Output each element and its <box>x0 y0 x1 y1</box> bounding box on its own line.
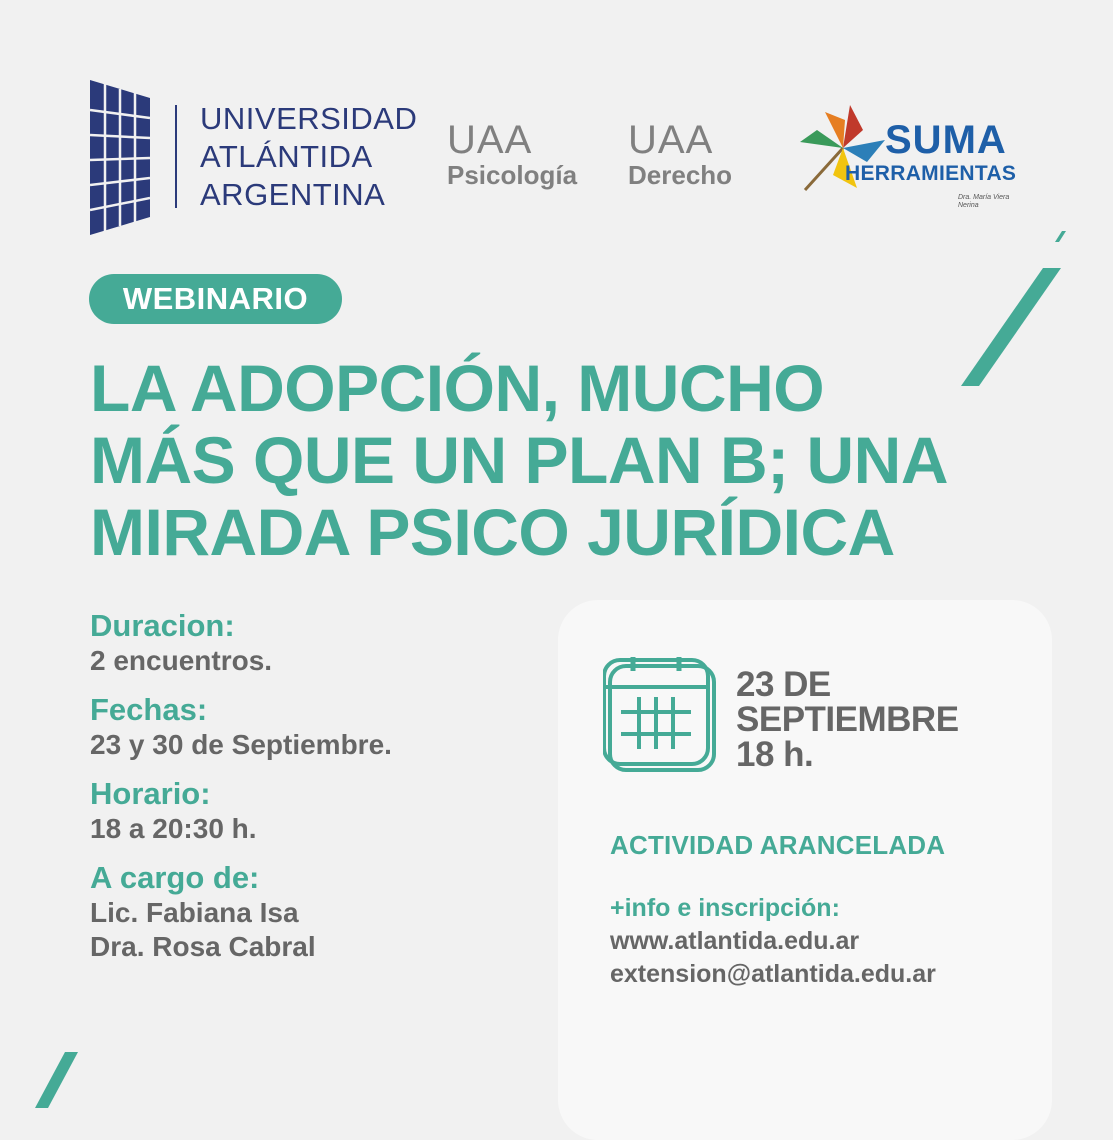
university-name <box>200 100 417 214</box>
university-name-line-1: UNIVERSIDAD <box>200 101 418 136</box>
university-name-line-3: ARGENTINA <box>200 177 386 212</box>
website-link[interactable]: www.atlantida.edu.ar <box>610 927 860 955</box>
detail-label: A cargo de: <box>90 860 260 895</box>
contact-info-label: +info e inscripción: <box>610 894 840 922</box>
suma-logo-signature: Dra. María Viera Nerina <box>958 194 1010 209</box>
detail-schedule <box>90 776 550 846</box>
event-date-line-3: 18 h. <box>736 735 814 774</box>
webinar-badge: WEBINARIO <box>89 274 342 324</box>
university-name-line-2: ATLÁNTIDA <box>200 139 373 174</box>
contact-info <box>610 892 936 991</box>
event-title <box>90 352 1070 568</box>
detail-duration <box>90 608 550 678</box>
detail-value: Dra. Rosa Cabral <box>90 931 316 962</box>
detail-value: 23 y 30 de Septiembre. <box>90 729 392 760</box>
detail-speakers <box>90 860 550 964</box>
suma-logo-word: SUMA <box>885 118 1007 162</box>
detail-value: Lic. Fabiana Isa <box>90 897 299 928</box>
derecho-logo-name: Derecho <box>628 160 733 190</box>
event-title-line-3: MIRADA PSICO JURÍDICA <box>90 495 895 569</box>
suma-logo-subtitle: HERRAMIENTAS <box>845 162 1017 185</box>
derecho-logo-prefix: UAA <box>628 118 714 162</box>
event-details <box>90 608 550 978</box>
bottom-left-slash-decoration <box>30 1048 90 1108</box>
detail-value: 18 a 20:30 h. <box>90 813 257 844</box>
event-date <box>736 667 959 772</box>
detail-dates <box>90 692 550 762</box>
university-building-logo <box>90 80 150 235</box>
event-title-line-2: MÁS QUE UN PLAN B; UNA <box>90 423 948 497</box>
psicologia-logo-name: Psicología <box>447 160 578 190</box>
derecho-logo <box>628 120 732 190</box>
psicologia-logo-prefix: UAA <box>447 118 533 162</box>
detail-label: Duracion: <box>90 608 235 643</box>
detail-label: Horario: <box>90 776 211 811</box>
detail-label: Fechas: <box>90 692 208 727</box>
logo-divider <box>175 105 177 208</box>
event-date-line-2: SEPTIEMBRE <box>736 700 959 739</box>
event-title-line-1: LA ADOPCIÓN, MUCHO <box>90 351 825 425</box>
calendar-icon <box>603 657 721 775</box>
psicologia-logo <box>447 120 577 190</box>
fee-notice: ACTIVIDAD ARANCELADA <box>610 830 946 860</box>
detail-value: 2 encuentros. <box>90 645 273 676</box>
email-link[interactable]: extension@atlantida.edu.ar <box>610 960 936 988</box>
event-date-line-1: 23 DE <box>736 665 831 704</box>
